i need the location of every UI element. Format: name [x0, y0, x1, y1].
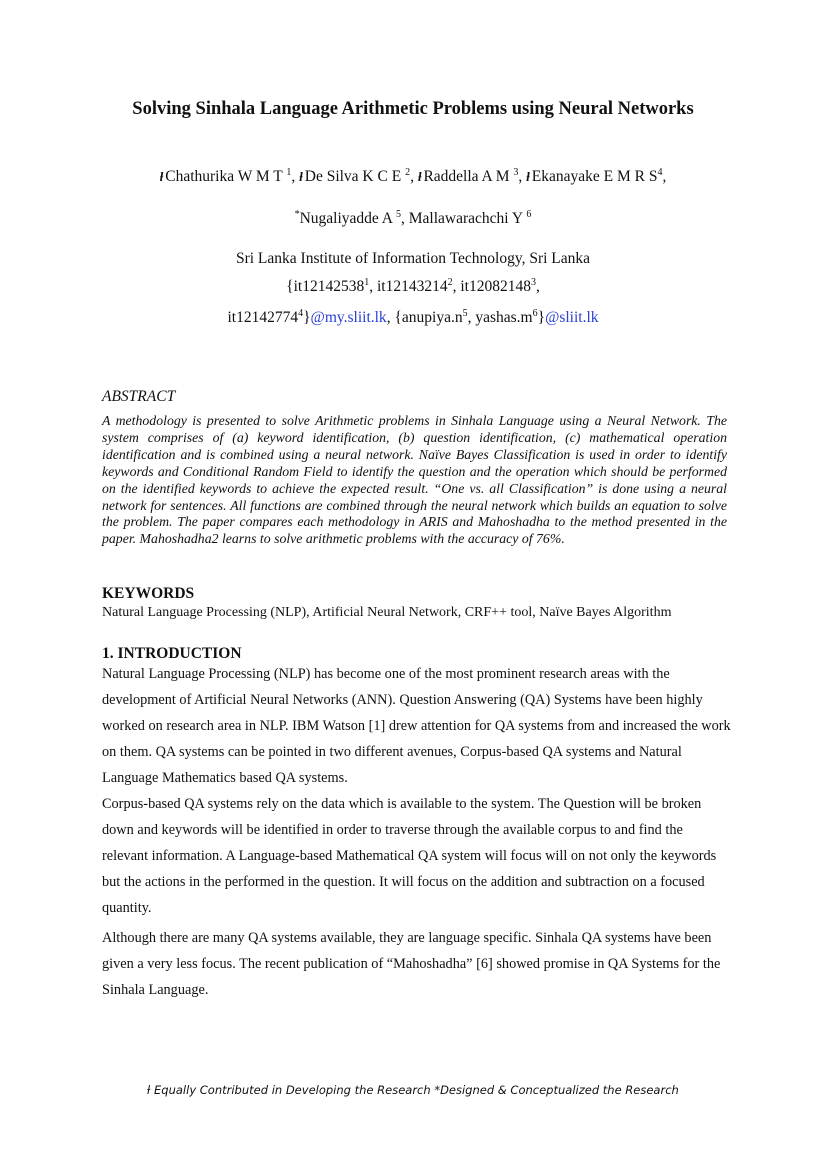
author-number: 3 — [513, 167, 519, 178]
email-id: yashas.m — [475, 309, 533, 326]
author-number: 2 — [405, 167, 411, 178]
email-id: it12082148 — [460, 278, 531, 295]
asterisk-mark: * — [294, 209, 300, 220]
author-number: 6 — [526, 209, 532, 220]
author-number: 4 — [657, 167, 663, 178]
abstract-heading: ABSTRACT — [102, 388, 176, 405]
author-number: 5 — [396, 209, 402, 220]
author-name: Nugaliyadde A — [299, 210, 393, 227]
keywords-text: Natural Language Processing (NLP), Artificial Neural Network, CRF++ tool, Naïve Bayes Algorithm — [102, 605, 672, 620]
intro-paragraph-3: Although there are many QA systems available, they are language specific. Sinhala QA systems have been given a very less focus. The recent publication of “Mahoshadha” [6] showed promise in QA Systems for the Sinhala Language. — [102, 930, 721, 998]
contribution-footnote: ƚ Equally Contributed in Developing the Research *Designed & Conceptualized the Research — [147, 1083, 679, 1097]
abstract-text: A methodology is presented to solve Arithmetic problems in Sinhala Language using a Neural Network. The system comprises of (a) keyword identification, (b) question identification, (c) mathematical operation identification and is combined using a neural network. Naïve Bayes Classification is used in order to identify keywords and Conditional Random Field to identify the question and the operation which should be performed on the identified keywords to achieve the expected result. “One vs. all Classification” is done using a neural network for sentences. All functions are combined through the neural network which builds an equation to solve the problem. The paper compares each methodology in ARIS and Mahoshadha to the method presented in the paper. Mahoshadha2 learns to solve arithmetic problems with the accuracy of 76%. — [102, 413, 727, 547]
email-number: 1 — [364, 277, 370, 288]
author-line-1: ƚ Chathurika W M T $^1$, ƚ De Silva K C E $^2$, ƚ Raddella A M $^3$, ƚ Ekanayake E M R $S^4$, — [159, 167, 667, 185]
affiliation: Sri Lanka Institute of Information Technology, Sri Lanka — [235, 250, 591, 267]
email-number: 4 — [298, 308, 304, 319]
author-name: Chathurika W M T — [165, 168, 283, 185]
email-id: it12142774 — [227, 309, 299, 326]
dagger-mark: ƚ — [417, 169, 422, 184]
author-name: De Silva K C E — [304, 168, 402, 185]
author-name: Mallawarachchi Y — [408, 210, 523, 227]
intro-paragraph-1: Natural Language Processing (NLP) has become one of the most prominent research areas with the development of Artificial Neural Networks (ANN). Question Answering (QA) Systems have been highly worked on research area in NLP. IBM Watson [1] drew attention for QA systems from and increased the work on them. QA systems can be pointed in two different avenues, Corpus-based QA systems and Natural Language Mathematics based QA systems. — [102, 666, 731, 786]
email-number: 2 — [447, 277, 453, 288]
author-name: Ekanayake E M R S — [531, 168, 658, 185]
email-line-2: it12142774$^4$}@my.sliit.lk, {$anupiya.n^5$, $yashas.m^6\}@sliit.lk$ — [227, 308, 599, 326]
email-number: 5 — [462, 308, 468, 319]
email-id: it12143214 — [376, 278, 448, 295]
email-id: anupiya.n — [401, 309, 463, 326]
intro-paragraph-2: Corpus-based QA systems rely on the data which is available to the system. The Question will be broken down and keywords will be identified in order to traverse through the available corpus to and find the relevant information. A Language-based Mathematical QA system will focus will on not only the keywords but the actions in the performed in the question. It will focus on the addition and subtraction on a focused quantity. — [102, 796, 717, 916]
email-line-1: {it12142538$^1$, it12143214$^2$, it12082148$^3$, — [286, 277, 540, 295]
email-number: 3 — [530, 277, 536, 288]
author-name: Raddella A M — [423, 168, 510, 185]
author-line-2: *Nugaliyadde A $^5$, Mallawarachchi Y $^6$ — [294, 209, 532, 227]
paper-title: Solving Sinhala Language Arithmetic Problems using Neural Networks — [132, 99, 694, 119]
introduction-heading: 1. INTRODUCTION — [102, 645, 242, 662]
email-domain-link[interactable]: @sliit.lk — [545, 309, 599, 326]
dagger-mark: ƚ — [159, 169, 164, 184]
email-domain-link[interactable]: @my.sliit.lk — [310, 309, 387, 326]
author-number: 1 — [286, 167, 292, 178]
dagger-mark: ƚ — [299, 169, 303, 184]
email-id: it12142538 — [293, 278, 365, 295]
dagger-mark: ƚ — [526, 169, 530, 184]
keywords-heading: KEYWORDS — [102, 585, 195, 602]
email-number: 6 — [532, 308, 538, 319]
